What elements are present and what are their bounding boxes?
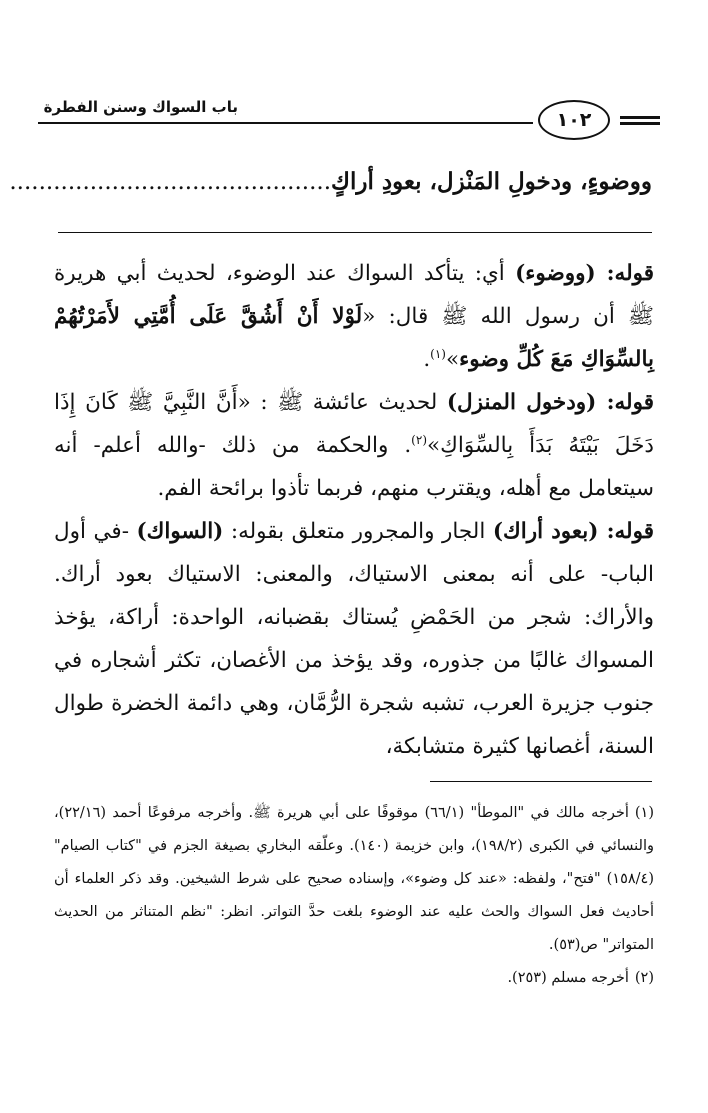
footnote-2-number: (٢) — [634, 970, 654, 986]
matn-dots: ............................................ — [9, 169, 332, 195]
matn-text: ووضوءٍ، ودخولِ المَنْزل، بعودِ أراكٍ — [331, 168, 652, 195]
footnote-separator — [430, 781, 652, 782]
footnotes — [54, 797, 654, 995]
text-wudu-a: أي: يتأكد السواك عند الوضوء، لحديث أبي هريرة ﷺ أن رسول الله ﷺ قال: « — [54, 261, 654, 329]
paragraph-arak — [54, 510, 654, 768]
bold-siwak: (السواك) — [136, 519, 224, 544]
text-manzil-a: لحديث عائشة ﷺ : «أَنَّ النَّبِيَّ ﷺ كَانَ إِذَا دَخَلَ بَيْتَهُ بَدَأَ بِالسِّوَاكِ» — [54, 390, 654, 458]
paragraph-manzil — [54, 381, 654, 510]
matn-separator — [58, 232, 652, 233]
text-wudu-end: . — [423, 347, 431, 372]
lead-manzil: قوله: (ودخول المنزل) — [446, 390, 654, 415]
text-arak-b: -في أول الباب- على أنه بمعنى الاستياك، والمعنى: الاستياك بعود أراك. والأراك: شجر من الحَمْضِ يُستاك بقضبانه، الواحدة: أراكة، يؤخذ المسواك غالبًا من جذوره، وقد يؤخذ من الأغصان، تكثر أشجاره في جنوب جزيرة العرب، تشبه شجرة الرُّمَّان، وهي دائمة الخضرة طوال السنة، أغصانها كثيرة متشابكة، — [54, 519, 654, 759]
lead-arak: قوله: (بعود أراك) — [492, 519, 654, 544]
commentary-body — [54, 252, 654, 768]
text-arak-a: الجار والمجرور متعلق بقوله: — [223, 519, 493, 544]
footnote-2-text: أخرجه مسلم (٢٥٣). — [507, 970, 629, 986]
footnote-1-number: (١) — [634, 805, 654, 821]
footnote-1-text: أخرجه مالك في "الموطأ" (٦٦/١) موقوفًا على أبي هريرة ﷺ. وأخرجه مرفوعًا أحمد (٢٢/١٦)، والنسائي في الكبرى (١٩٨/٢)، وابن خزيمة (١٤٠). وعلّقه البخاري بصيغة الجزم في "كتاب الصيام" (١٥٨/٤) "فتح"، ولفظه: «عند كل وضوء»، وإسناده صحيح على شرط الشيخين. وقد ذكر العلماء أن أحاديث فعل السواك والحث عليه عند الوضوء بلغت حدَّ التواتر. انظر: "نظم المتناثر من الحديث المتواتر" ص(٥٣). — [54, 805, 655, 953]
page-header — [0, 92, 708, 152]
hadith-wudu: لَوْلا أَنْ أَشُقَّ عَلَى أُمَّتِي لأَمَرْتُهُمْ بِالسِّوَاكِ مَعَ كُلِّ وضوء — [54, 304, 654, 372]
page-number: ١٠٢ — [538, 100, 610, 140]
paragraph-wudu — [54, 252, 654, 381]
lead-wudu: قوله: (ووضوء) — [515, 261, 655, 286]
text-manzil-b: . والحكمة من ذلك -والله أعلم- أنه سيتعامل مع أهله، ويقترب منهم، فربما تأذوا برائحة الفم. — [54, 433, 654, 501]
footnote-2 — [54, 962, 654, 995]
matn-line — [9, 168, 652, 195]
text-wudu-b: » — [445, 347, 460, 372]
footnote-ref-2[interactable]: (٢) — [411, 432, 427, 447]
footnote-1 — [54, 797, 654, 962]
chapter-title: باب السواك وسنن الفطرة — [43, 98, 238, 116]
footnote-ref-1[interactable]: (١) — [430, 346, 446, 361]
header-double-rule — [620, 116, 660, 128]
header-rule — [38, 122, 533, 124]
